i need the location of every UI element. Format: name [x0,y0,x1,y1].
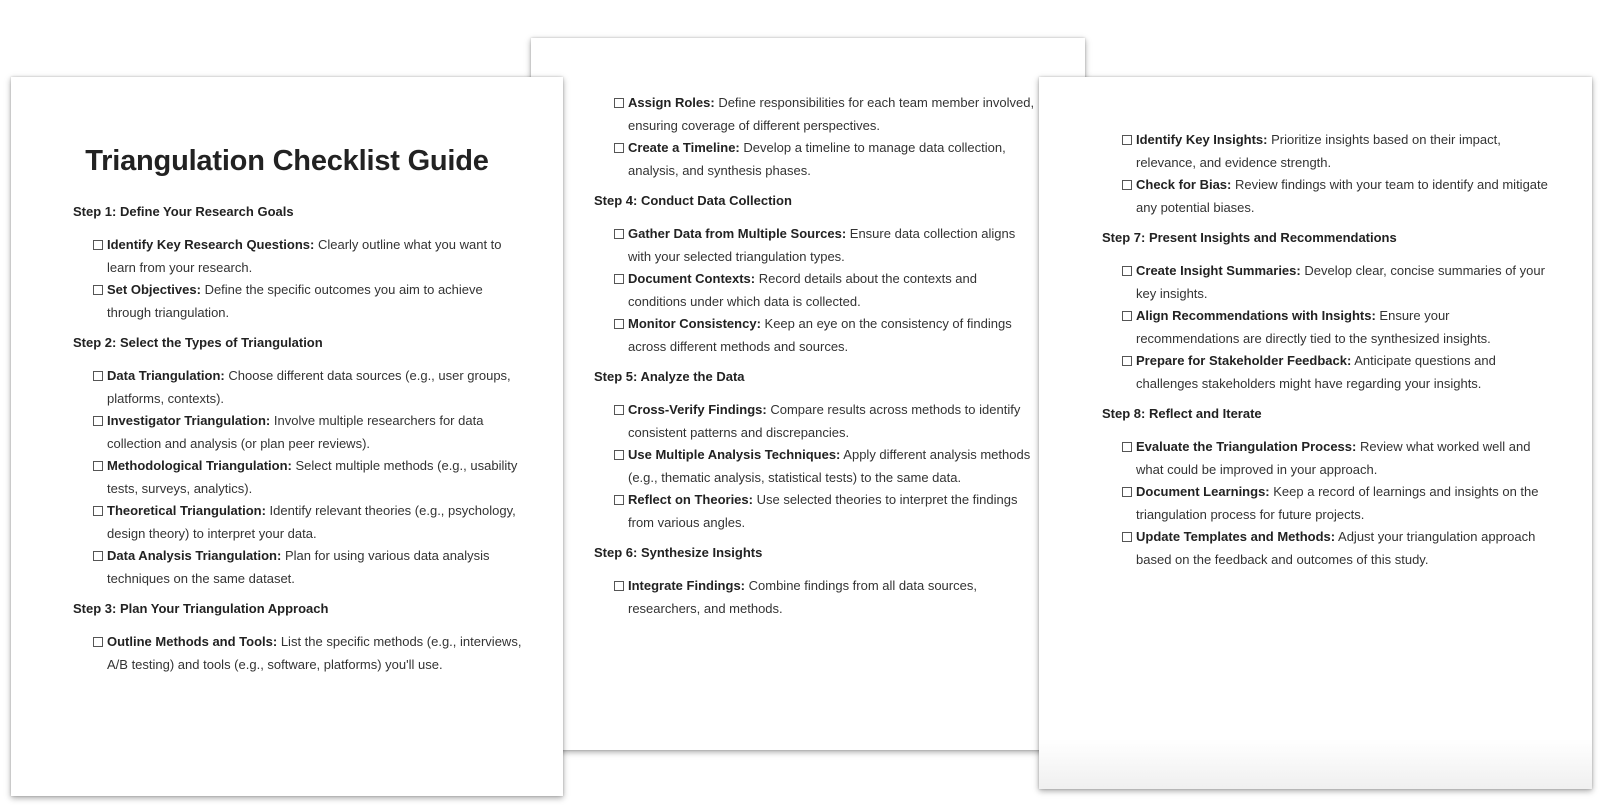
checkbox-icon[interactable] [614,581,624,591]
checklist-item [93,545,523,590]
item-term: Prepare for Stakeholder Feedback: [1136,353,1352,368]
checkbox-icon[interactable] [1122,532,1132,542]
item-description: Anticipate questions and challenges stakeholders might have regarding your insights. [1136,353,1496,391]
item-description: Choose different data sources (e.g., user groups, platforms, contexts). [107,368,511,406]
checklist [594,575,1035,620]
step-heading: Step 3: Plan Your Triangulation Approach [73,601,329,616]
item-description: Use selected theories to interpret the findings from various angles. [628,492,1018,530]
checklist-item [93,500,523,545]
checklist-item [1122,436,1552,481]
item-description: Define the specific outcomes you aim to achieve through triangulation. [107,282,483,320]
item-term: Check for Bias: [1136,177,1232,192]
checklist-item [1122,481,1552,526]
checkbox-icon[interactable] [93,637,103,647]
item-description: Keep an eye on the consistency of findings across different methods and sources. [628,316,1012,354]
item-term: Identify Key Research Questions: [107,237,315,252]
step-heading: Step 5: Analyze the Data [594,369,745,384]
checkbox-icon[interactable] [93,371,103,381]
document-title: Triangulation Checklist Guide [85,145,489,177]
checklist [594,399,1035,534]
checklist-item [614,137,1035,182]
checkbox-icon[interactable] [614,98,624,108]
item-description: Review what worked well and what could be improved in your approach. [1136,439,1531,477]
checklist-section [594,193,1035,358]
checklist-item [614,223,1035,268]
checkbox-icon[interactable] [614,229,624,239]
item-description: Develop a timeline to manage data collection, analysis, and synthesis phases. [628,140,1006,178]
item-description: Ensure data collection aligns with your selected triangulation types. [628,226,1016,264]
document-page-3 [1039,77,1592,789]
checklist-section [73,601,523,676]
item-term: Investigator Triangulation: [107,413,271,428]
checkbox-icon[interactable] [614,143,624,153]
checkbox-icon[interactable] [1122,356,1132,366]
checkbox-icon[interactable] [93,506,103,516]
checkbox-icon[interactable] [1122,442,1132,452]
checkbox-icon[interactable] [614,450,624,460]
checklist-item [1122,350,1552,395]
checklist-section [594,545,1035,620]
checklist-item [614,444,1035,489]
checkbox-icon[interactable] [1122,266,1132,276]
item-term: Document Contexts: [628,271,756,286]
step-heading: Step 1: Define Your Research Goals [73,204,294,219]
checkbox-icon[interactable] [93,551,103,561]
step-heading: Step 8: Reflect and Iterate [1102,406,1262,421]
checkbox-icon[interactable] [93,285,103,295]
item-term: Methodological Triangulation: [107,458,292,473]
item-term: Evaluate the Triangulation Process: [1136,439,1357,454]
checklist [594,92,1035,182]
item-description: Select multiple methods (e.g., usability tests, surveys, analytics). [107,458,518,496]
item-description: Identify relevant theories (e.g., psychology, design theory) to interpret your data. [107,503,516,541]
checklist [1102,260,1552,395]
checklist-section [1102,129,1552,219]
step-heading: Step 4: Conduct Data Collection [594,193,792,208]
item-description: Adjust your triangulation approach based on the feedback and outcomes of this study. [1136,529,1536,567]
checklist-item [93,279,523,324]
checklist-item [614,575,1035,620]
checklist [1102,129,1552,219]
checklist [1102,436,1552,571]
document-page-1 [11,77,563,796]
checklist-item [1122,305,1552,350]
checklist [73,365,523,590]
item-description: Involve multiple researchers for data collection and analysis (or plan peer reviews). [107,413,484,451]
checkbox-icon[interactable] [1122,311,1132,321]
checklist [73,631,523,676]
checklist-item [93,234,523,279]
checklist-item [93,410,523,455]
checklist-item [614,92,1035,137]
item-term: Gather Data from Multiple Sources: [628,226,847,241]
item-term: Integrate Findings: [628,578,745,593]
item-term: Align Recommendations with Insights: [1136,308,1376,323]
checkbox-icon[interactable] [614,319,624,329]
step-heading: Step 2: Select the Types of Triangulation [73,335,323,350]
item-term: Identify Key Insights: [1136,132,1268,147]
checklist-item [1122,129,1552,174]
item-term: Cross-Verify Findings: [628,402,767,417]
checklist-section [73,335,523,590]
item-term: Theoretical Triangulation: [107,503,266,518]
item-term: Monitor Consistency: [628,316,761,331]
page-bottom-shade [1039,739,1592,789]
item-description: Keep a record of learnings and insights on the triangulation process for future projects. [1136,484,1539,522]
checkbox-icon[interactable] [1122,135,1132,145]
checklist-section [73,204,523,324]
checkbox-icon[interactable] [93,240,103,250]
item-description: Develop clear, concise summaries of your key insights. [1136,263,1545,301]
item-term: Create Insight Summaries: [1136,263,1301,278]
checkbox-icon[interactable] [614,495,624,505]
checklist-item [93,365,523,410]
item-term: Update Templates and Methods: [1136,529,1336,544]
item-term: Assign Roles: [628,95,715,110]
item-term: Outline Methods and Tools: [107,634,278,649]
checklist-item [1122,260,1552,305]
item-term: Document Learnings: [1136,484,1270,499]
checklist [594,223,1035,358]
checklist-item [1122,174,1552,219]
item-term: Reflect on Theories: [628,492,753,507]
checkbox-icon[interactable] [614,405,624,415]
checklist-item [614,313,1035,358]
document-page-2 [531,38,1085,750]
checkbox-icon[interactable] [93,461,103,471]
item-description: Record details about the contexts and conditions under which data is collected. [628,271,978,309]
item-term: Use Multiple Analysis Techniques: [628,447,841,462]
item-term: Data Analysis Triangulation: [107,548,282,563]
item-description: Apply different analysis methods (e.g., thematic analysis, statistical tests) to the same data. [628,447,1031,485]
item-term: Set Objectives: [107,282,201,297]
checkbox-icon[interactable] [93,416,103,426]
checklist-section [594,369,1035,534]
item-description: Plan for using various data analysis techniques on the same dataset. [107,548,490,586]
checkbox-icon[interactable] [1122,487,1132,497]
step-heading: Step 7: Present Insights and Recommendations [1102,230,1397,245]
item-description: Compare results across methods to identify consistent patterns and discrepancies. [628,402,1021,440]
checklist-item [614,489,1035,534]
checklist [73,234,523,324]
checklist-section [1102,406,1552,571]
item-description: List the specific methods (e.g., interviews, A/B testing) and tools (e.g., software, platforms) you'll use. [107,634,522,672]
item-description: Clearly outline what you want to learn from your research. [107,237,502,275]
step-heading: Step 6: Synthesize Insights [594,545,763,560]
checklist-item [93,455,523,500]
item-term: Create a Timeline: [628,140,740,155]
checklist-section [594,92,1035,182]
item-description: Ensure your recommendations are directly tied to the synthesized insights. [1136,308,1491,346]
checklist-item [614,268,1035,313]
item-description: Prioritize insights based on their impact, relevance, and evidence strength. [1136,132,1501,170]
checklist-section [1102,230,1552,395]
checklist-item [1122,526,1552,571]
checklist-item [614,399,1035,444]
checkbox-icon[interactable] [1122,180,1132,190]
item-description: Combine findings from all data sources, researchers, and methods. [628,578,977,616]
item-description: Define responsibilities for each team member involved, ensuring coverage of different perspectives. [628,95,1035,133]
item-term: Data Triangulation: [107,368,225,383]
item-description: Review findings with your team to identify and mitigate any potential biases. [1136,177,1548,215]
checklist-item [93,631,523,676]
checkbox-icon[interactable] [614,274,624,284]
